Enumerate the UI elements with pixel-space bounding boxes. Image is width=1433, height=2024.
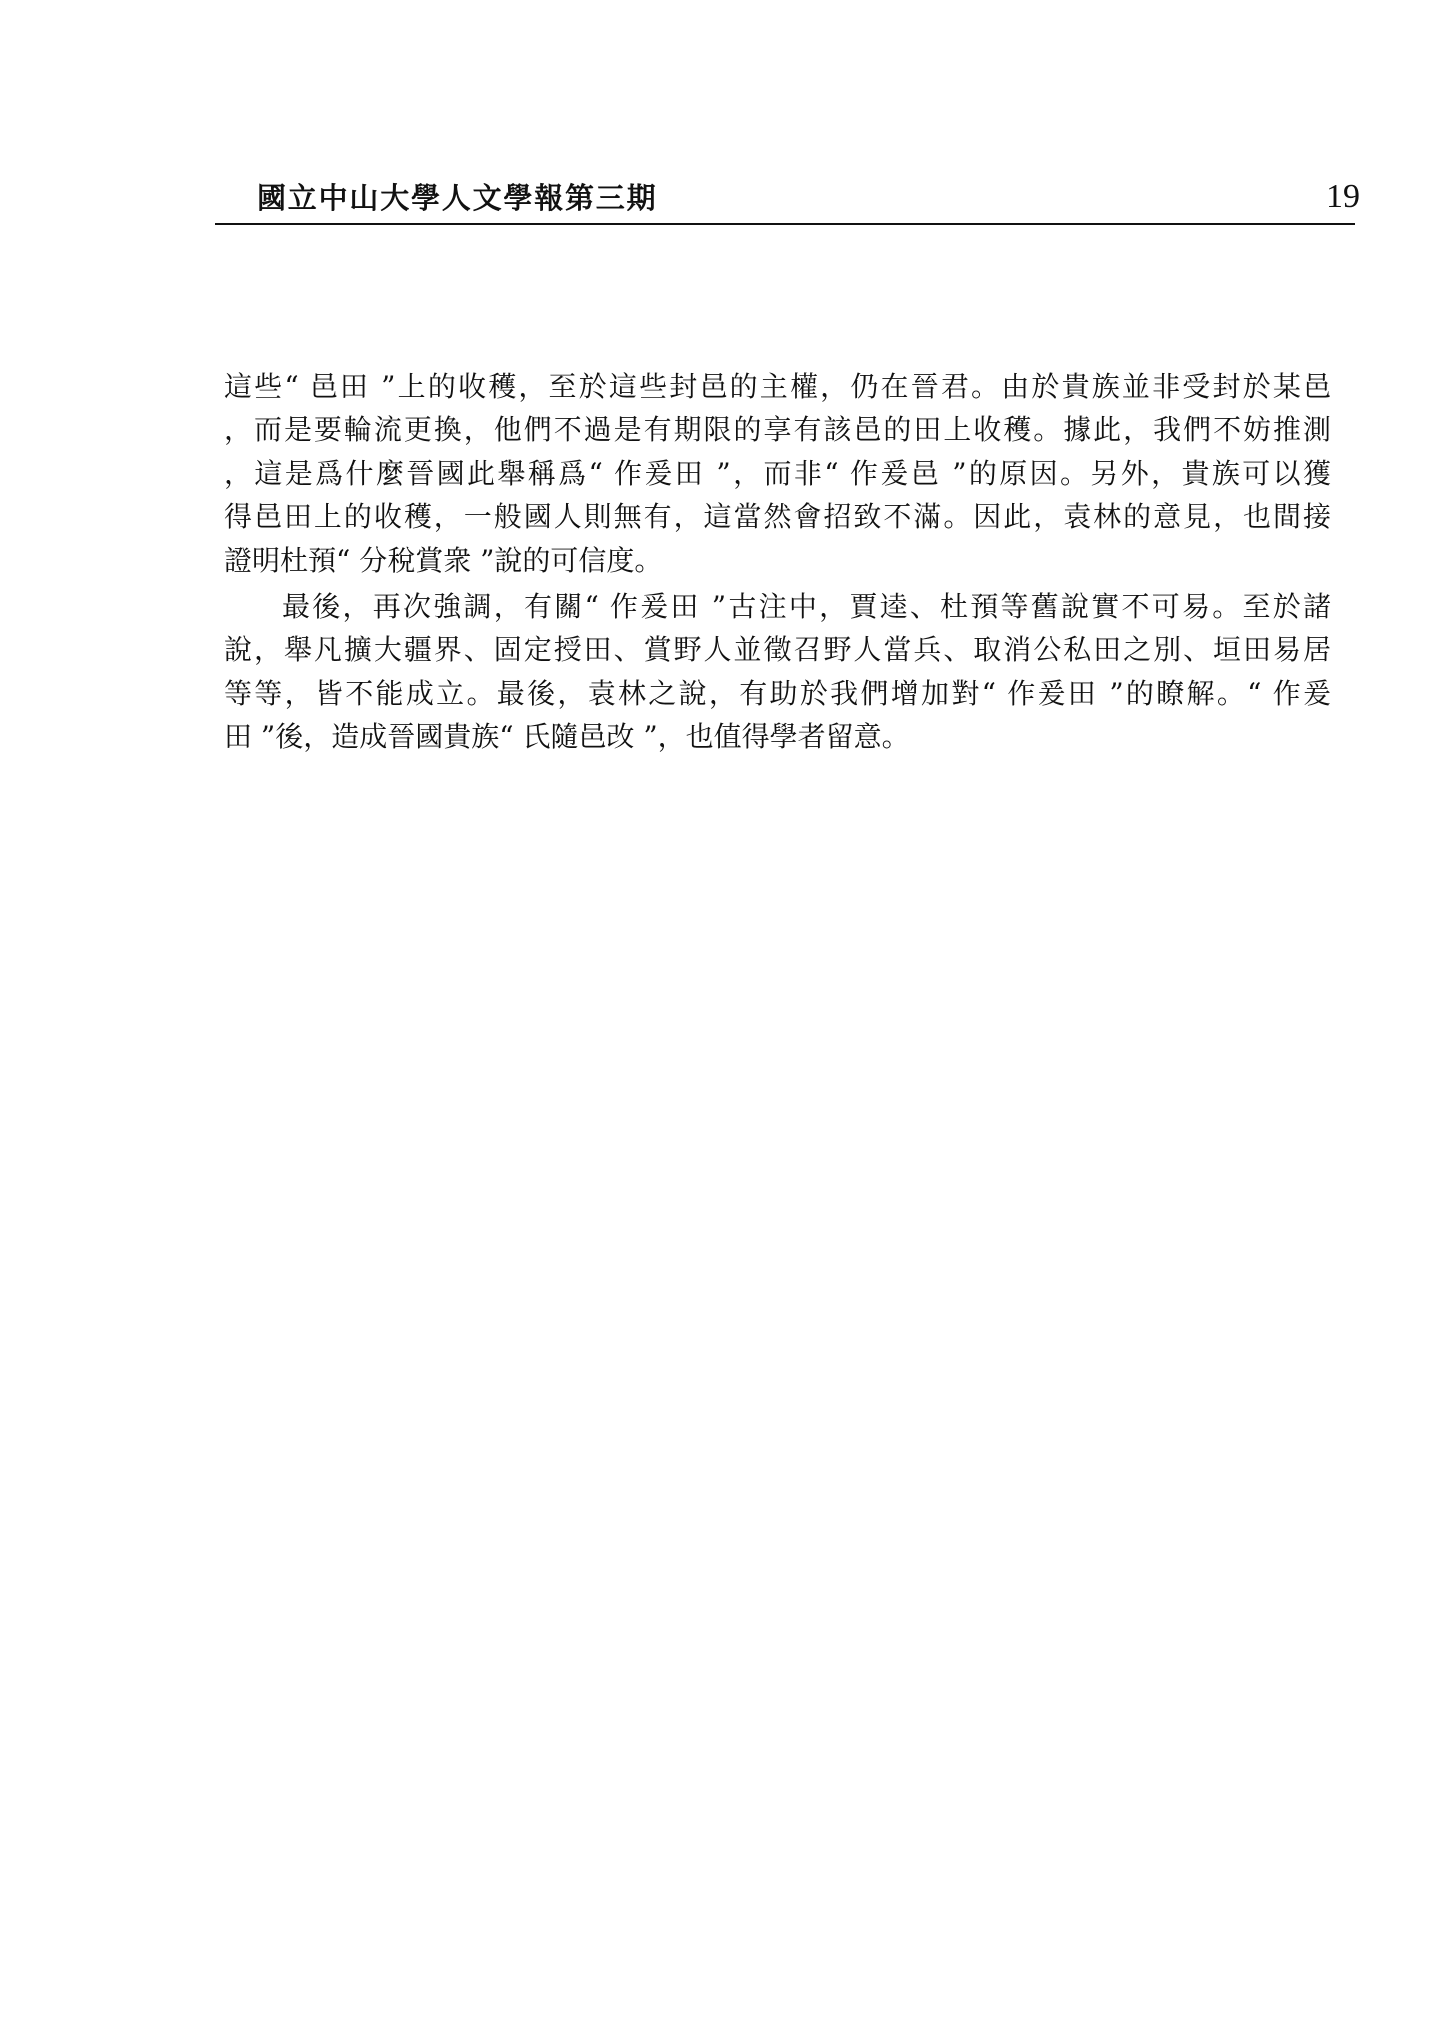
body-line: 等等，皆不能成立。最後，袁林之說，有助於我們增加對“ 作爰田 ”的瞭解。“ 作爰: [224, 676, 1331, 710]
body-line: 最後，再次強調，有關“ 作爰田 ”古注中，賈逵、杜預等舊說實不可易。至於諸: [282, 590, 1331, 623]
body-line: 說，舉凡擴大疆界、固定授田、賞野人並徵召野人當兵、取消公私田之別、垣田易居: [224, 633, 1331, 667]
header-rule: [215, 223, 1355, 225]
body-line: 田 ”後，造成晉國貴族“ 氏隨邑改 ”，也值得學者留意。: [224, 720, 910, 754]
body-line: ，而是要輪流更換，他們不過是有期限的享有該邑的田上收穫。據此，我們不妨推測: [224, 413, 1331, 447]
body-line: 得邑田上的收穫，一般國人則無有，這當然會招致不滿。因此，袁林的意見，也間接: [224, 500, 1331, 534]
body-line: 證明杜預“ 分稅賞衆 ”說的可信度。: [224, 543, 663, 577]
body-line: 這些“ 邑田 ”上的收穫，至於這些封邑的主權，仍在晉君。由於貴族並非受封於某邑: [224, 370, 1331, 403]
body-line: ，這是爲什麼晉國此舉稱爲“ 作爰田 ”，而非“ 作爰邑 ”的原因。另外，貴族可以獲: [224, 456, 1331, 490]
paragraph: [224, 585, 1331, 759]
paragraph: [224, 365, 1331, 582]
page-number: 19: [1326, 178, 1360, 215]
journal-title: 國立中山大學人文學報第三期: [257, 181, 658, 215]
